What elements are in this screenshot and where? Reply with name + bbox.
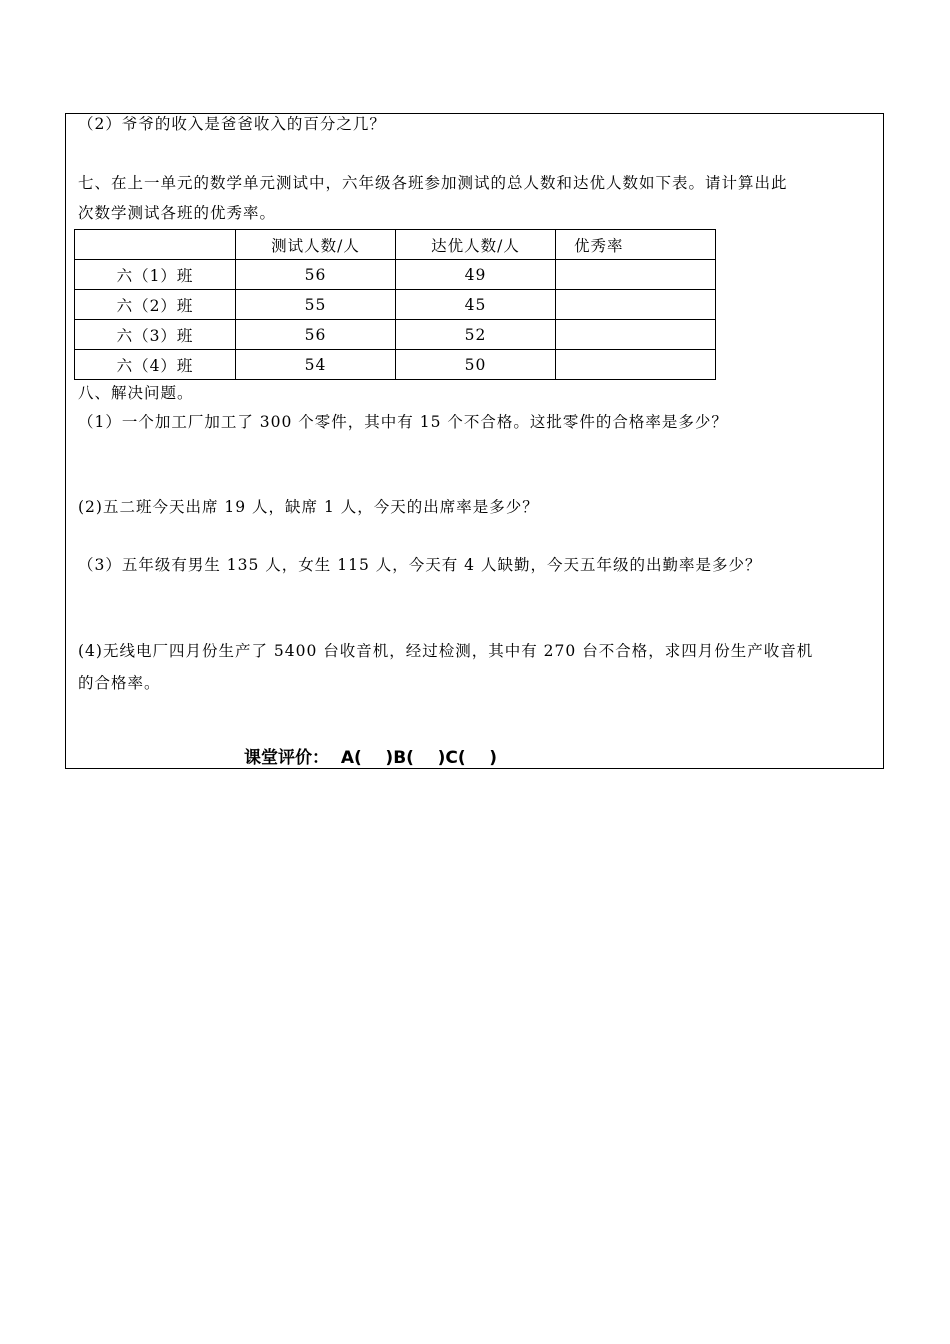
total-cell: 56 bbox=[236, 260, 396, 290]
q7-text-line2: 次数学测试各班的优秀率。 bbox=[78, 204, 277, 222]
table-header-cell bbox=[75, 230, 236, 260]
excellent-cell: 50 bbox=[396, 350, 556, 380]
table-header-cell: 达优人数/人 bbox=[396, 230, 556, 260]
q8-problem-2: (2)五二班今天出席 19 人，缺席 1 人，今天的出席率是多少？ bbox=[78, 498, 539, 516]
table-row bbox=[75, 320, 716, 350]
rate-answer-cell[interactable] bbox=[556, 350, 716, 380]
total-cell: 56 bbox=[236, 320, 396, 350]
table-row bbox=[75, 290, 716, 320]
q8-title: 八、解决问题。 bbox=[78, 384, 194, 402]
q8-problem-1: （1）一个加工厂加工了 300 个零件，其中有 15 个不合格。这批零件的合格率是多少？ bbox=[78, 413, 728, 431]
class-cell: 六（3）班 bbox=[75, 320, 236, 350]
table-row bbox=[75, 260, 716, 290]
rate-answer-cell[interactable] bbox=[556, 260, 716, 290]
class-cell: 六（1）班 bbox=[75, 260, 236, 290]
q7-text-line1: 七、在上一单元的数学单元测试中，六年级各班参加测试的总人数和达优人数如下表。请计算出此 bbox=[78, 174, 788, 192]
q6-sub2-text: （2）爷爷的收入是爸爸收入的百分之几？ bbox=[78, 115, 386, 133]
q8-problem-4-line1: (4)无线电厂四月份生产了 5400 台收音机，经过检测，其中有 270 台不合格，求四月份生产收音机 bbox=[78, 642, 814, 660]
excellent-cell: 49 bbox=[396, 260, 556, 290]
q8-problem-4-line2: 的合格率。 bbox=[78, 674, 161, 692]
total-cell: 55 bbox=[236, 290, 396, 320]
excellent-cell: 45 bbox=[396, 290, 556, 320]
rate-answer-cell[interactable] bbox=[556, 290, 716, 320]
class-evaluation: 课堂评价： A( )B( )C( ) bbox=[244, 748, 498, 768]
table-header-cell: 优秀率 bbox=[556, 230, 716, 260]
table-row bbox=[75, 350, 716, 380]
total-cell: 54 bbox=[236, 350, 396, 380]
table-header-row bbox=[75, 230, 716, 260]
excellent-cell: 52 bbox=[396, 320, 556, 350]
excellence-rate-table bbox=[74, 229, 716, 380]
class-cell: 六（2）班 bbox=[75, 290, 236, 320]
q8-problem-3: （3）五年级有男生 135 人，女生 115 人，今天有 4 人缺勤，今天五年级的出勤率是多少？ bbox=[78, 556, 762, 574]
class-cell: 六（4）班 bbox=[75, 350, 236, 380]
rate-answer-cell[interactable] bbox=[556, 320, 716, 350]
table-header-cell: 测试人数/人 bbox=[236, 230, 396, 260]
